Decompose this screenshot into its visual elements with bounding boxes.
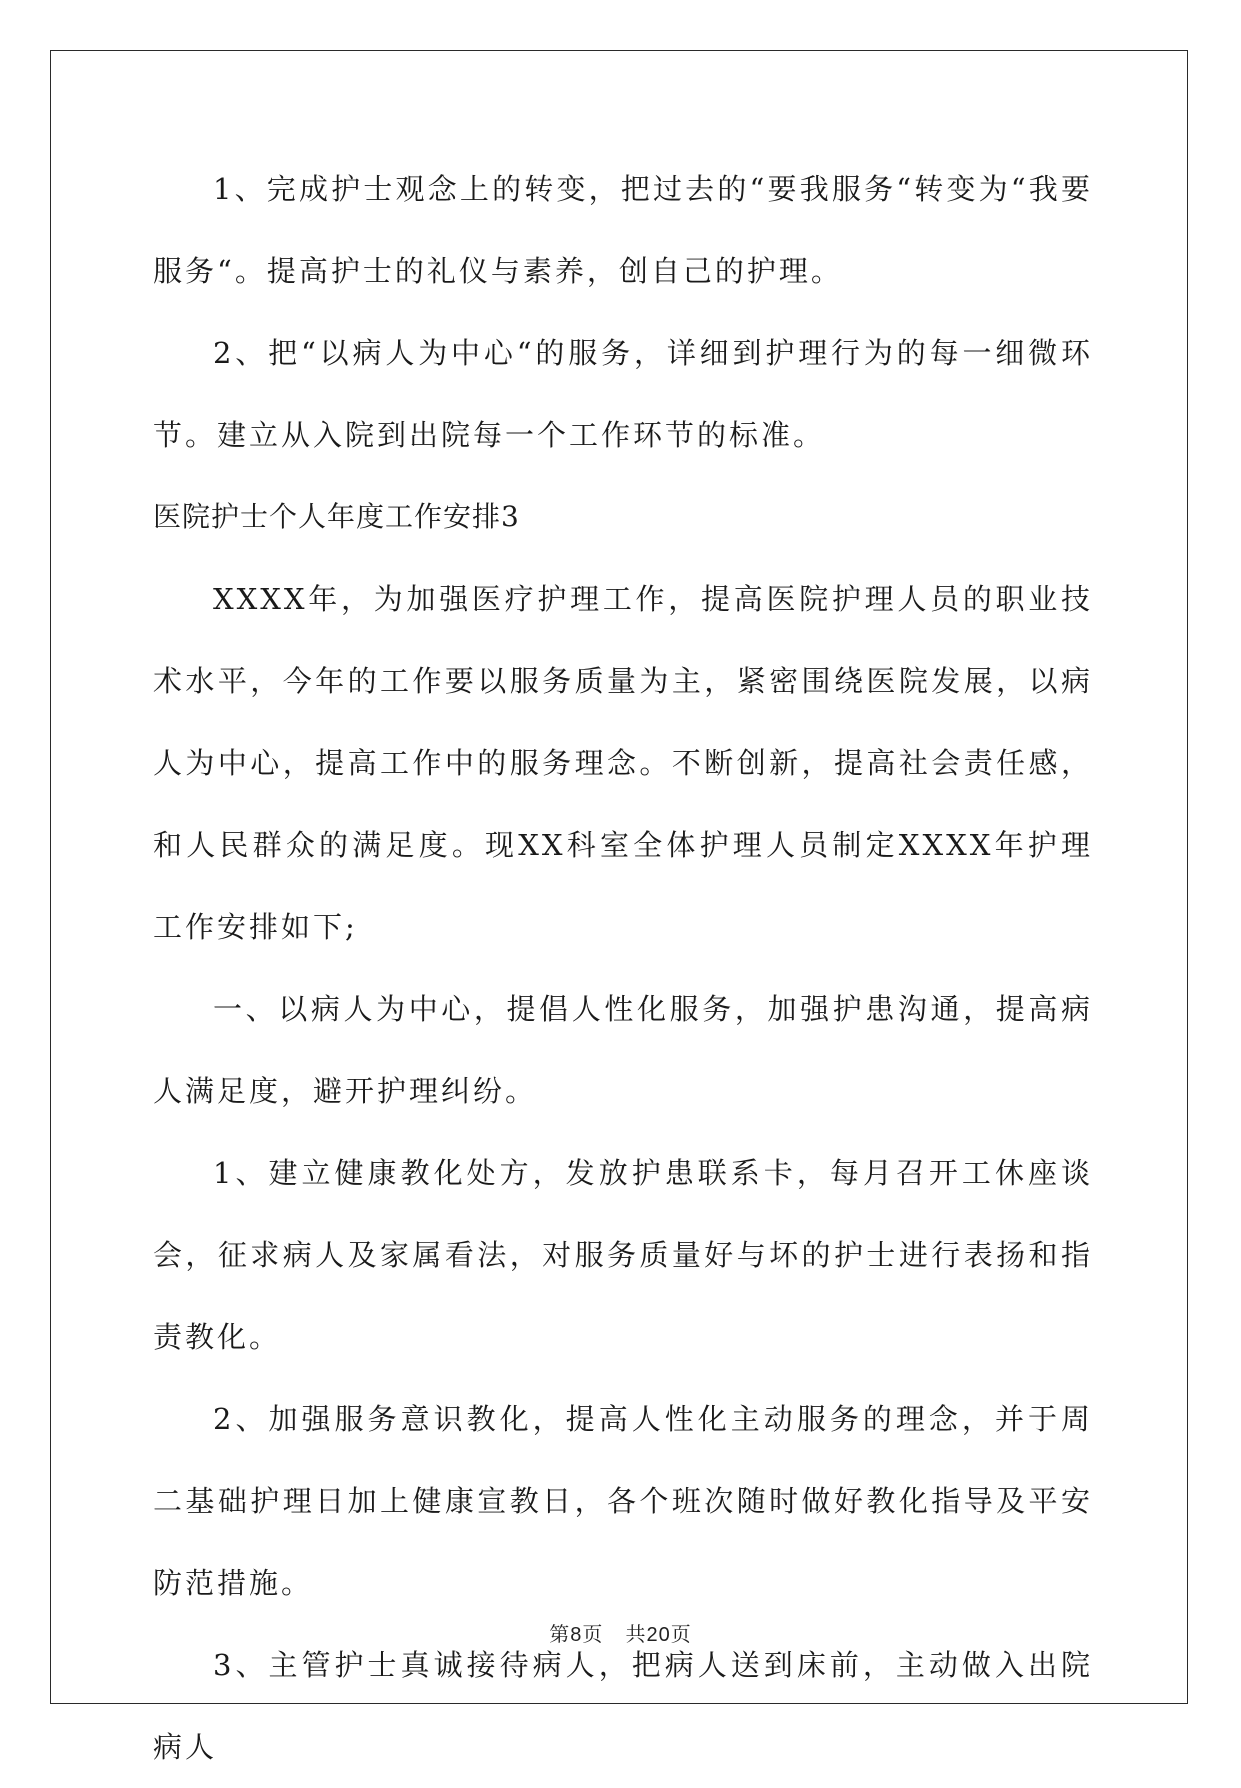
paragraph: 2、把“以病人为中心“的服务，详细到护理行为的每一细微环节。建立从入院到出院每一个工作环节的标准。 <box>153 336 1093 452</box>
total-pages: 20 <box>646 1624 671 1646</box>
paragraph: 2、加强服务意识教化，提高人性化主动服务的理念，并于周二基础护理日加上健康宣教日，各个班次随时做好教化指导及平安防范措施。 <box>153 1402 1093 1600</box>
page-label-suffix: 页 <box>582 1622 604 1646</box>
section-heading: 医院护士个人年度工作安排3 <box>153 500 520 533</box>
paragraph: 3、主管护士真诚接待病人，把病人送到床前，主动做入出院病人 <box>153 1648 1093 1764</box>
document-body <box>153 148 1093 1788</box>
paragraph: 1、完成护士观念上的转变，把过去的“要我服务“转变为“我要服务“。提高护士的礼仪与素养，创自己的护理。 <box>153 172 1093 288</box>
page-footer <box>0 1618 1241 1647</box>
page-label-prefix: 第 <box>549 1622 571 1646</box>
total-label-suffix: 页 <box>670 1622 692 1646</box>
paragraph: 1、建立健康教化处方，发放护患联系卡，每月召开工休座谈会，征求病人及家属看法，对服务质量好与坏的护士进行表扬和指责教化。 <box>153 1156 1093 1354</box>
paragraph: 一、以病人为中心，提倡人性化服务，加强护患沟通，提高病人满足度，避开护理纠纷。 <box>153 992 1093 1108</box>
paragraph: XXXX年，为加强医疗护理工作，提高医院护理人员的职业技术水平，今年的工作要以服务质量为主，紧密围绕医院发展，以病人为中心，提高工作中的服务理念。不断创新，提高社会责任感，和人民群众的满足度。现XX科室全体护理人员制定XXXX年护理工作安排如下; <box>153 582 1093 944</box>
total-label-prefix: 共 <box>625 1622 647 1646</box>
page-number: 8 <box>570 1624 583 1646</box>
